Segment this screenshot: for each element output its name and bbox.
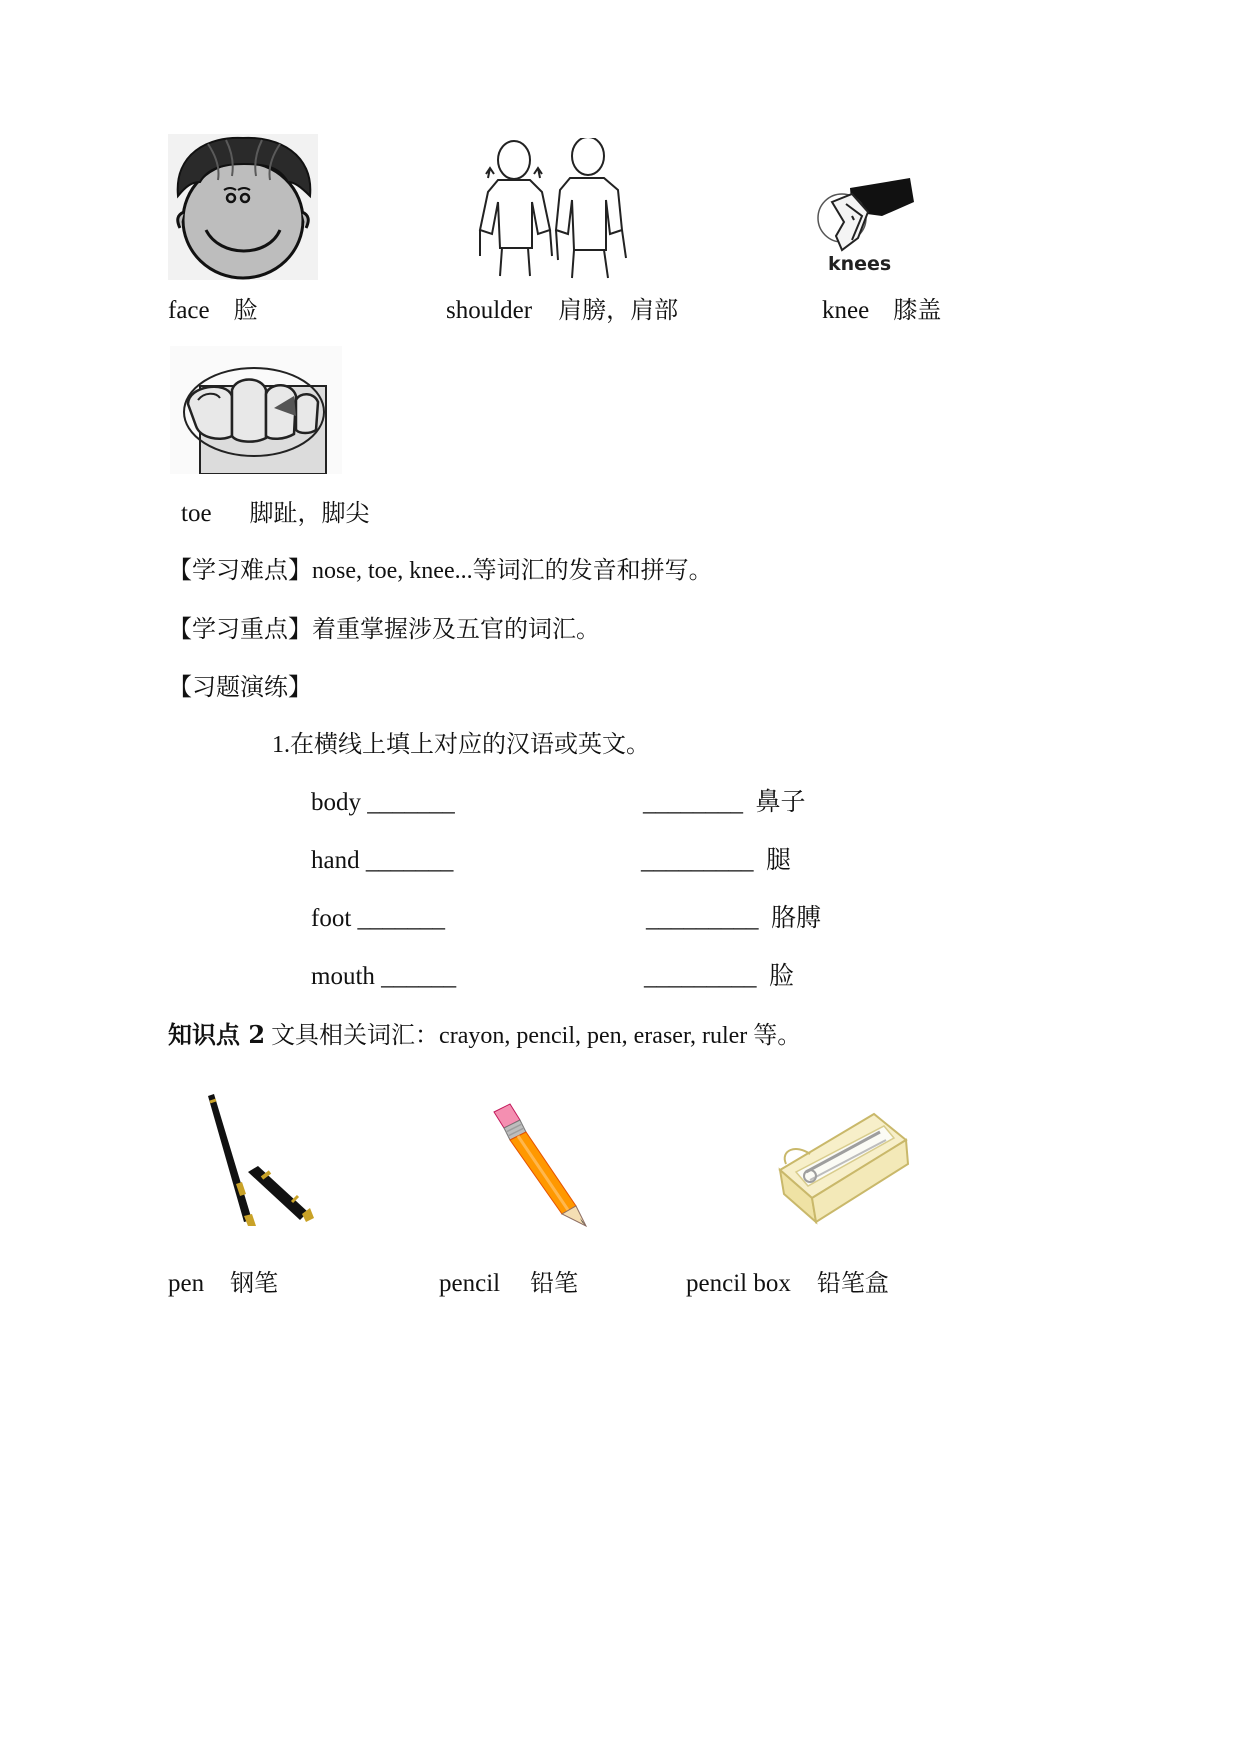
shoulder-illustration (474, 138, 634, 280)
knowledge-point-text: 文具相关词汇：crayon, pencil, pen, eraser, ruler 等。 (265, 1023, 802, 1049)
exercise-right-item: ________ 鼻子 (643, 789, 806, 816)
exercise-left-item: foot _______ (311, 905, 446, 932)
difficulty-note: 【学习难点】nose, toe, knee...等词汇的发音和拼写。 (168, 558, 713, 584)
exercise-right-item: _________ 腿 (641, 847, 792, 874)
word-shoulder: shoulder 肩膀，肩部 (446, 296, 679, 324)
pencil-illustration (490, 1102, 590, 1228)
exercise-instruction: 1.在横线上填上对应的汉语或英文。 (272, 732, 650, 758)
knee-illustration (812, 172, 916, 278)
word-pen: pen 钢笔 (168, 1269, 279, 1297)
knowledge-point-label: 知识点 2 (168, 1020, 266, 1049)
word-toe: toe 脚趾，脚尖 (181, 499, 370, 527)
toe-illustration (170, 346, 342, 474)
knee-image-caption: knees (828, 253, 892, 275)
exercise-left-item: mouth ______ (311, 963, 457, 990)
exercise-right-item: _________ 胳膊 (646, 905, 822, 932)
pen-illustration (200, 1092, 316, 1226)
knowledge-point-2 (168, 1019, 801, 1052)
face-illustration (168, 134, 318, 280)
exercise-heading: 【习题演练】 (168, 673, 312, 701)
pencil-box-illustration (776, 1110, 910, 1228)
word-face: face 脸 (168, 296, 258, 324)
word-pencil: pencil 铅笔 (439, 1269, 579, 1297)
word-pencil-box: pencil box 铅笔盒 (686, 1269, 889, 1297)
exercise-left-item: body _______ (311, 789, 455, 816)
focus-note: 【学习重点】着重掌握涉及五官的词汇。 (168, 615, 600, 643)
word-knee: knee 膝盖 (822, 296, 942, 324)
exercise-left-item: hand _______ (311, 847, 454, 874)
exercise-right-item: _________ 脸 (644, 963, 795, 990)
